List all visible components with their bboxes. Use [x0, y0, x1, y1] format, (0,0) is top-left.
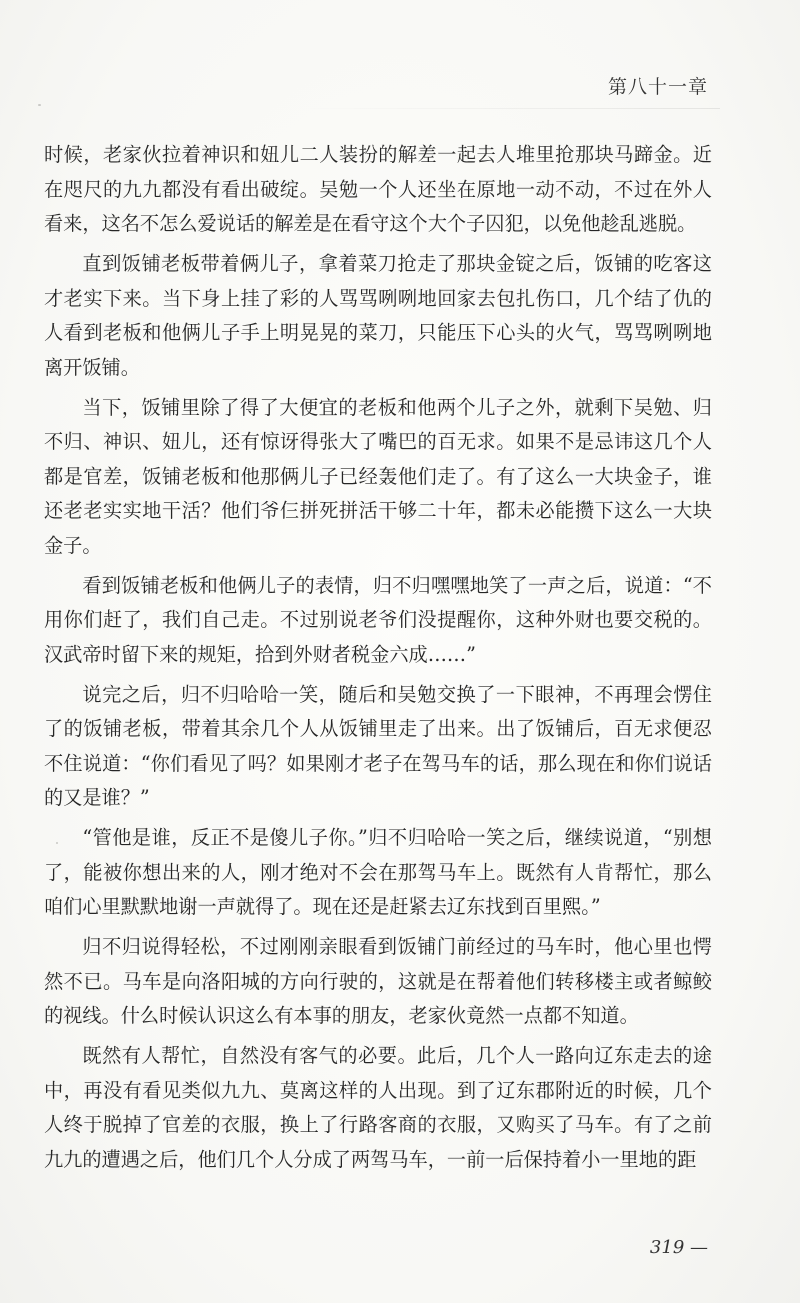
paragraph-5: 说完之后，归不归哈哈一笑，随后和吴勉交换了一下眼神，不再理会愣住了的饭铺老板，带着其余几个人从饭铺里走了出来。出了饭铺后，百无求便忍不住说道：“你们看见了吗？如果刚才老子在驾马车的话，那么现在和你们说话的又是谁？” — [44, 682, 712, 809]
paragraph-3: 当下，饭铺里除了得了大便宜的老板和他两个儿子之外，就剩下吴勉、归不归、神识、妞儿，还有惊讶得张大了嘴巴的百无求。如果不是忌讳这几个人都是官差，饭铺老板和他那俩儿子已经轰他们走了。有了这么一大块金子，谁还老老实实地干活？他们爷仨拼死拼活干够二十年，都未必能攒下这么一大块金子。 — [44, 395, 712, 557]
paragraph-8: 既然有人帮忙，自然没有客气的必要。此后，几个人一路向辽东走去的途中，再没有看见类似九九、莫离这样的人出现。到了辽东郡附近的时候，几个人终于脱掉了官差的衣服，换上了行路客商的衣服，又购买了马车。有了之前九九的遭遇之后，他们几个人分成了两驾马车，一前一后保持着小一里地的距 — [44, 1044, 712, 1171]
running-head-chapter: 第八十一章 — [607, 76, 708, 98]
paragraph-7: 归不归说得轻松，不过刚刚亲眼看到饭铺门前经过的马车时，他心里也愕然不已。马车是向洛阳城的方向行驶的，这就是在帮着他们转移楼主或者鲸鲛的视线。什么时候认识这么有本事的朋友，老家伙竟然一点都不知道。 — [44, 935, 712, 1027]
header-shadow — [300, 108, 720, 109]
paragraph-6: “管他是谁，反正不是傻儿子你。”归不归哈哈一笑之后，继续说道，“别想了，能被你想出来的人，刚才绝对不会在那驾马车上。既然有人肯帮忙，那么咱们心里默默地谢一声就得了。现在还是赶紧去辽东找到百里熙。” — [44, 826, 712, 918]
paper-speck — [38, 104, 41, 106]
paragraph-1: 时候，老家伙拉着神识和妞儿二人装扮的解差一起去人堆里抢那块马蹄金。近在咫尺的九九都没有看出破绽。吴勉一个人还坐在原地一动不动，不过在外人看来，这名不怎么爱说话的解差是在看守这个大个子囚犯，以免他趁乱逃脱。 — [44, 143, 712, 235]
paragraph-4: 看到饭铺老板和他俩儿子的表情，归不归嘿嘿地笑了一声之后，说道：“不用你们赶了，我们自己走。不过别说老爷们没提醒你，这种外财也要交税的。汉武帝时留下来的规矩，拾到外财者税金六成……” — [44, 573, 712, 666]
page-number: 319 — — [649, 1237, 708, 1258]
paper-speck — [56, 842, 58, 844]
body-text — [44, 138, 712, 1183]
paragraph-2: 直到饭铺老板带着俩儿子，拿着菜刀抢走了那块金锭之后，饭铺的吃客这才老实下来。当下身上挂了彩的人骂骂咧咧地回家去包扎伤口，几个结了仇的人看到老板和他俩儿子手上明晃晃的菜刀，只能压下心头的火气，骂骂咧咧地离开饭铺。 — [44, 252, 712, 379]
